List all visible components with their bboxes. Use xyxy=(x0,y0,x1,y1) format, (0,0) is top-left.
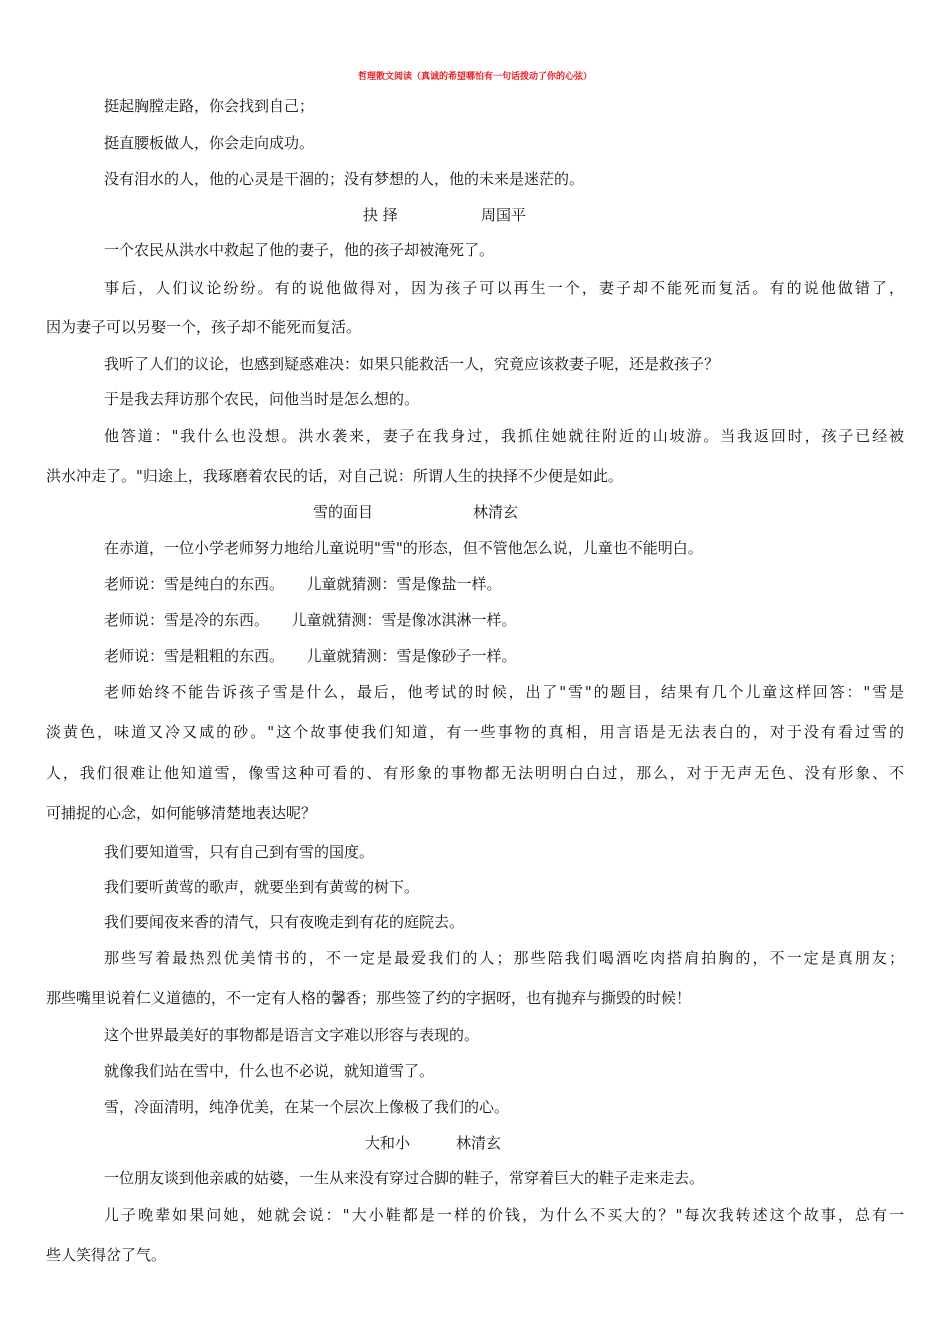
paragraph-line: 我们要闻夜来香的清气，只有夜晚走到有花的庭院去。 xyxy=(104,913,465,931)
paragraph-line: 淡黄色，味道又冷又咸的砂。"这个故事使我们知道，有一些事物的真相，用言语是无法表白的，对于没有看过雪的 xyxy=(46,723,904,741)
paragraph-line: 那些嘴里说着仁义道德的，不一定有人格的馨香；那些签了约的字据呀，也有抛弃与撕毁的时候！ xyxy=(46,989,692,1007)
paragraph-line: 事后，人们议论纷纷。有的说他做得对，因为孩子可以再生一个，妻子却不能死而复活。有的说他做错了， xyxy=(104,279,904,297)
paragraph-line: 我们要听黄莺的歌声，就要坐到有黄莺的树下。 xyxy=(104,878,420,896)
paragraph-line: 于是我去拜访那个农民，问他当时是怎么想的。 xyxy=(104,390,420,408)
paragraph-line: 儿子晚辈如果问她，她就会说："大小鞋都是一样的价钱，为什么不买大的？"每次我转述这个故事，总有一 xyxy=(104,1206,904,1224)
paragraph-line: 可捕捉的心念，如何能够清楚地表达呢？ xyxy=(46,804,317,822)
section-author: 周国平 xyxy=(481,206,527,224)
section-title: 雪的面目 xyxy=(313,503,374,521)
section-author: 林清玄 xyxy=(473,503,519,521)
paragraph-line: 我听了人们的议论，也感到疑惑难决：如果只能救活一人，究竟应该救妻子呢，还是救孩子？ xyxy=(104,355,720,373)
paragraph-line: 那些写着最热烈优美情书的，不一定是最爱我们的人；那些陪我们喝酒吃肉搭肩拍胸的，不一定是真朋友； xyxy=(104,949,904,967)
paragraph-line: 没有泪水的人，他的心灵是干涸的；没有梦想的人，他的未来是迷茫的。 xyxy=(104,170,585,188)
paragraph-line: 老师说：雪是粗粗的东西。 儿童就猜测：雪是像砂子一样。 xyxy=(104,647,517,665)
paragraph-line: 挺直腰板做人，你会走向成功。 xyxy=(104,134,315,152)
paragraph-line: 这个世界最美好的事物都是语言文字难以形容与表现的。 xyxy=(104,1026,480,1044)
paragraph-line: 老师始终不能告诉孩子雪是什么，最后，他考试的时候，出了"雪"的题目，结果有几个儿童这样回答："雪是 xyxy=(104,683,904,701)
paragraph-line: 他答道："我什么也没想。洪水袭来，妻子在我身过，我抓住她就往附近的山坡游。当我返回时，孩子已经被 xyxy=(104,427,904,445)
paragraph-line: 就像我们站在雪中，什么也不必说，就知道雪了。 xyxy=(104,1062,435,1080)
section-title: 大和小 xyxy=(365,1134,411,1152)
paragraph-line: 老师说：雪是纯白的东西。 儿童就猜测：雪是像盐一样。 xyxy=(104,575,502,593)
paragraph-line: 一个农民从洪水中救起了他的妻子，他的孩子却被淹死了。 xyxy=(104,241,495,259)
paragraph-line: 洪水冲走了。"归途上，我琢磨着农民的话，对自己说：所谓人生的抉择不少便是如此。 xyxy=(46,467,623,485)
paragraph-line: 挺起胸膛走路，你会找到自己； xyxy=(104,97,315,115)
paragraph-line: 雪，冷面清明，纯净优美，在某一个层次上像极了我们的心。 xyxy=(104,1098,510,1116)
paragraph-line: 人，我们很难让他知道雪，像雪这种可看的、有形象的事物都无法明明白白过，那么，对于无声无色、没有形象、不 xyxy=(46,764,904,782)
section-title: 抉 择 xyxy=(363,206,398,224)
paragraph-line: 一位朋友谈到他亲戚的姑婆，一生从来没有穿过合脚的鞋子，常穿着巨大的鞋子走来走去。 xyxy=(104,1169,705,1187)
section-author: 林清玄 xyxy=(456,1134,502,1152)
paragraph-line: 我们要知道雪，只有自己到有雪的国度。 xyxy=(104,843,375,861)
paragraph-line: 些人笑得岔了气。 xyxy=(46,1246,167,1264)
paragraph-line: 因为妻子可以另娶一个，孩子却不能死而复活。 xyxy=(46,318,362,336)
document-title: 哲理散文阅读（真诚的希望哪怕有一句话拨动了你的心弦） xyxy=(357,72,592,82)
paragraph-line: 在赤道，一位小学老师努力地给儿童说明"雪"的形态，但不管他怎么说，儿童也不能明白。 xyxy=(104,539,703,557)
paragraph-line: 老师说：雪是冷的东西。 儿童就猜测：雪是像冰淇淋一样。 xyxy=(104,611,517,629)
